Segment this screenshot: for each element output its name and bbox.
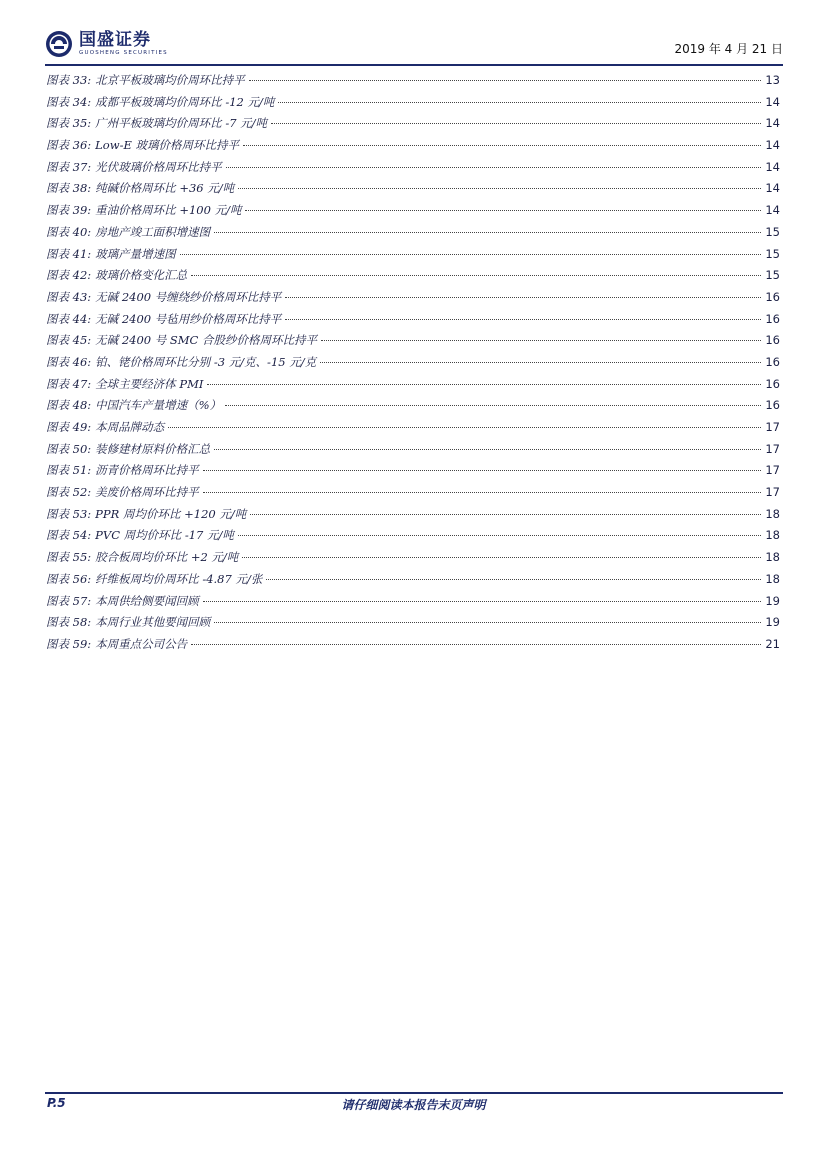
toc-entry-label: 图表 39: bbox=[46, 203, 92, 218]
toc-entry-title: 中国汽车产量增速（%） bbox=[95, 398, 222, 413]
toc-entry-title: 房地产竣工面积增速图 bbox=[95, 224, 211, 239]
toc-entry-title: 沥青价格周环比持平 bbox=[95, 463, 199, 478]
toc-leader-dots bbox=[168, 427, 761, 428]
toc-entry-label: 图表 40: bbox=[46, 224, 92, 239]
toc-entry-title: 玻璃价格变化汇总 bbox=[95, 268, 188, 283]
toc-entry-page: 16 bbox=[765, 311, 780, 326]
toc-entry[interactable] bbox=[46, 115, 780, 137]
toc-entry-title: 光伏玻璃价格周环比持平 bbox=[95, 159, 222, 174]
toc-leader-dots bbox=[271, 123, 761, 124]
toc-leader-dots bbox=[285, 319, 761, 320]
toc-entry[interactable] bbox=[46, 289, 780, 311]
toc-entry-page: 17 bbox=[765, 441, 780, 456]
toc-entry-title: 玻璃产量增速图 bbox=[95, 246, 176, 261]
toc-entry[interactable] bbox=[46, 202, 780, 224]
toc-leader-dots bbox=[214, 449, 761, 450]
toc-entry-label: 图表 58: bbox=[46, 615, 92, 630]
toc-entry[interactable] bbox=[46, 376, 780, 398]
toc-entry[interactable] bbox=[46, 311, 780, 333]
toc-entry-page: 16 bbox=[765, 289, 780, 304]
toc-entry-label: 图表 47: bbox=[46, 376, 92, 391]
toc-entry-title: 无碱 2400 号缠绕纱价格周环比持平 bbox=[95, 289, 282, 304]
toc-entry-label: 图表 41: bbox=[46, 246, 92, 261]
toc-entry-title: 成都平板玻璃均价周环比 -12 元/吨 bbox=[95, 94, 275, 109]
toc-leader-dots bbox=[321, 340, 761, 341]
toc-entry-title: 胶合板周均价环比 +2 元/吨 bbox=[95, 550, 239, 565]
toc-entry-page: 19 bbox=[765, 593, 780, 608]
toc-entry[interactable] bbox=[46, 419, 780, 441]
toc-leader-dots bbox=[238, 535, 761, 536]
header-divider bbox=[45, 64, 783, 66]
toc-entry-page: 15 bbox=[765, 224, 780, 239]
toc-entry-page: 16 bbox=[765, 398, 780, 413]
toc-entry-label: 图表 52: bbox=[46, 485, 92, 500]
toc-entry-title: 本周行业其他要闻回顾 bbox=[95, 615, 211, 630]
toc-entry-page: 18 bbox=[765, 506, 780, 521]
toc-entry-label: 图表 38: bbox=[46, 181, 92, 196]
logo-text-cn: 国盛证券 bbox=[79, 30, 151, 50]
toc-entry[interactable] bbox=[46, 267, 780, 289]
toc-leader-dots bbox=[238, 188, 761, 189]
page-number: P.5 bbox=[47, 1096, 66, 1110]
toc-leader-dots bbox=[285, 297, 761, 298]
toc-entry-page: 17 bbox=[765, 463, 780, 478]
toc-entry-page: 16 bbox=[765, 333, 780, 348]
toc-entry-page: 15 bbox=[765, 246, 780, 261]
toc-entry-title: Low-E 玻璃价格周环比持平 bbox=[95, 138, 240, 153]
toc-entry-page: 21 bbox=[765, 636, 780, 651]
toc-entry[interactable] bbox=[46, 94, 780, 116]
footer-divider bbox=[45, 1092, 783, 1094]
toc-entry[interactable] bbox=[46, 332, 780, 354]
toc-entry[interactable] bbox=[46, 224, 780, 246]
toc-entry[interactable] bbox=[46, 571, 780, 593]
toc-entry[interactable] bbox=[46, 636, 780, 658]
toc-entry-page: 15 bbox=[765, 268, 780, 283]
toc-leader-dots bbox=[207, 384, 761, 385]
toc-leader-dots bbox=[249, 80, 762, 81]
toc-entry-page: 17 bbox=[765, 485, 780, 500]
toc-entry-title: 纯碱价格周环比 +36 元/吨 bbox=[95, 181, 235, 196]
toc-entry-label: 图表 55: bbox=[46, 550, 92, 565]
toc-leader-dots bbox=[278, 102, 761, 103]
toc-entry-page: 14 bbox=[765, 138, 780, 153]
toc-leader-dots bbox=[214, 622, 761, 623]
toc-leader-dots bbox=[245, 210, 761, 211]
toc-entry-page: 18 bbox=[765, 571, 780, 586]
toc-entry-title: PVC 周均价环比 -17 元/吨 bbox=[95, 528, 234, 543]
toc-entry[interactable] bbox=[46, 246, 780, 268]
toc-leader-dots bbox=[243, 145, 761, 146]
toc-entry-label: 图表 48: bbox=[46, 398, 92, 413]
toc-entry[interactable] bbox=[46, 180, 780, 202]
toc-entry-title: 装修建材原料价格汇总 bbox=[95, 441, 211, 456]
toc-entry-page: 17 bbox=[765, 420, 780, 434]
logo-mark-icon bbox=[45, 30, 73, 58]
toc-entry-title: 北京平板玻璃均价周环比持平 bbox=[95, 73, 245, 87]
toc-entry-title: 无碱 2400 号 SMC 合股纱价格周环比持平 bbox=[95, 333, 318, 348]
toc-leader-dots bbox=[242, 557, 761, 558]
toc-leader-dots bbox=[203, 470, 762, 471]
toc-entry-page: 13 bbox=[765, 73, 780, 87]
toc-leader-dots bbox=[203, 601, 762, 602]
toc-entry-page: 16 bbox=[765, 376, 780, 391]
toc-entry-title: 无碱 2400 号毡用纱价格周环比持平 bbox=[95, 311, 282, 326]
toc-entry[interactable] bbox=[46, 397, 780, 419]
toc-leader-dots bbox=[180, 254, 762, 255]
toc-entry-label: 图表 45: bbox=[46, 333, 92, 348]
toc-entry-page: 19 bbox=[765, 615, 780, 630]
toc-entry-label: 图表 59: bbox=[46, 636, 92, 651]
toc-entry-title: 铂、铑价格周环比分别 -3 元/克、-15 元/克 bbox=[95, 354, 317, 369]
toc-entry-label: 图表 56: bbox=[46, 571, 92, 586]
report-date: 2019 年 4 月 21 日 bbox=[674, 42, 783, 56]
toc-entry-page: 18 bbox=[765, 528, 780, 543]
toc-leader-dots bbox=[203, 492, 762, 493]
toc-entry-label: 图表 34: bbox=[46, 94, 92, 109]
toc-entry-title: 本周品牌动态 bbox=[95, 420, 165, 434]
toc-entry-label: 图表 46: bbox=[46, 354, 92, 369]
toc-entry-title: 纤维板周均价周环比 -4.87 元/张 bbox=[95, 571, 263, 586]
toc-entry-title: 美废价格周环比持平 bbox=[95, 485, 199, 500]
toc-leader-dots bbox=[250, 514, 761, 515]
toc-entry-label: 图表 54: bbox=[46, 528, 92, 543]
toc-entry-page: 14 bbox=[765, 116, 780, 131]
toc-entry-page: 14 bbox=[765, 159, 780, 174]
toc-entry[interactable] bbox=[46, 549, 780, 571]
company-logo bbox=[45, 24, 168, 64]
footer-disclaimer: 请仔细阅读本报告末页声明 bbox=[341, 1098, 486, 1112]
toc-entry-page: 14 bbox=[765, 181, 780, 196]
toc-entry-label: 图表 35: bbox=[46, 116, 92, 131]
toc-entry-page: 14 bbox=[765, 94, 780, 109]
toc-entry-title: 本周供给侧要闻回顾 bbox=[95, 593, 199, 608]
toc-entry-label: 图表 43: bbox=[46, 289, 92, 304]
toc-leader-dots bbox=[226, 167, 762, 168]
toc-entry[interactable] bbox=[46, 72, 780, 94]
toc-entry-label: 图表 42: bbox=[46, 268, 92, 283]
toc-entry[interactable] bbox=[46, 441, 780, 463]
toc-entry-label: 图表 37: bbox=[46, 159, 92, 174]
toc-entry-page: 16 bbox=[765, 354, 780, 369]
toc-entry-title: 本周重点公司公告 bbox=[95, 636, 188, 651]
table-of-figures bbox=[46, 72, 780, 658]
toc-entry-label: 图表 50: bbox=[46, 441, 92, 456]
toc-entry[interactable] bbox=[46, 159, 780, 181]
toc-entry-title: PPR 周均价环比 +120 元/吨 bbox=[95, 506, 247, 521]
toc-leader-dots bbox=[320, 362, 761, 363]
toc-entry-label: 图表 51: bbox=[46, 463, 92, 478]
toc-entry[interactable] bbox=[46, 614, 780, 636]
toc-entry-label: 图表 53: bbox=[46, 506, 92, 521]
toc-entry-label: 图表 36: bbox=[46, 138, 92, 153]
toc-leader-dots bbox=[191, 275, 761, 276]
toc-entry[interactable] bbox=[46, 462, 780, 484]
toc-entry[interactable] bbox=[46, 484, 780, 506]
toc-entry[interactable] bbox=[46, 527, 780, 549]
page-header bbox=[45, 24, 783, 64]
toc-entry[interactable] bbox=[46, 506, 780, 528]
toc-entry[interactable] bbox=[46, 354, 780, 376]
toc-entry-label: 图表 49: bbox=[46, 420, 92, 434]
toc-entry-title: 重油价格周环比 +100 元/吨 bbox=[95, 203, 242, 218]
toc-entry-page: 18 bbox=[765, 550, 780, 565]
logo-text-en: GUOSHENG SECURITIES bbox=[79, 50, 168, 56]
toc-leader-dots bbox=[266, 579, 761, 580]
toc-entry-title: 广州平板玻璃均价周环比 -7 元/吨 bbox=[95, 116, 268, 131]
toc-leader-dots bbox=[191, 644, 761, 645]
toc-entry-label: 图表 44: bbox=[46, 311, 92, 326]
toc-entry[interactable] bbox=[46, 137, 780, 159]
toc-leader-dots bbox=[214, 232, 761, 233]
toc-entry-title: 全球主要经济体 PMI bbox=[95, 376, 204, 391]
toc-entry-label: 图表 57: bbox=[46, 593, 92, 608]
toc-entry[interactable] bbox=[46, 593, 780, 615]
toc-leader-dots bbox=[225, 405, 761, 406]
toc-entry-label: 图表 33: bbox=[46, 73, 92, 87]
toc-entry-page: 14 bbox=[765, 203, 780, 218]
